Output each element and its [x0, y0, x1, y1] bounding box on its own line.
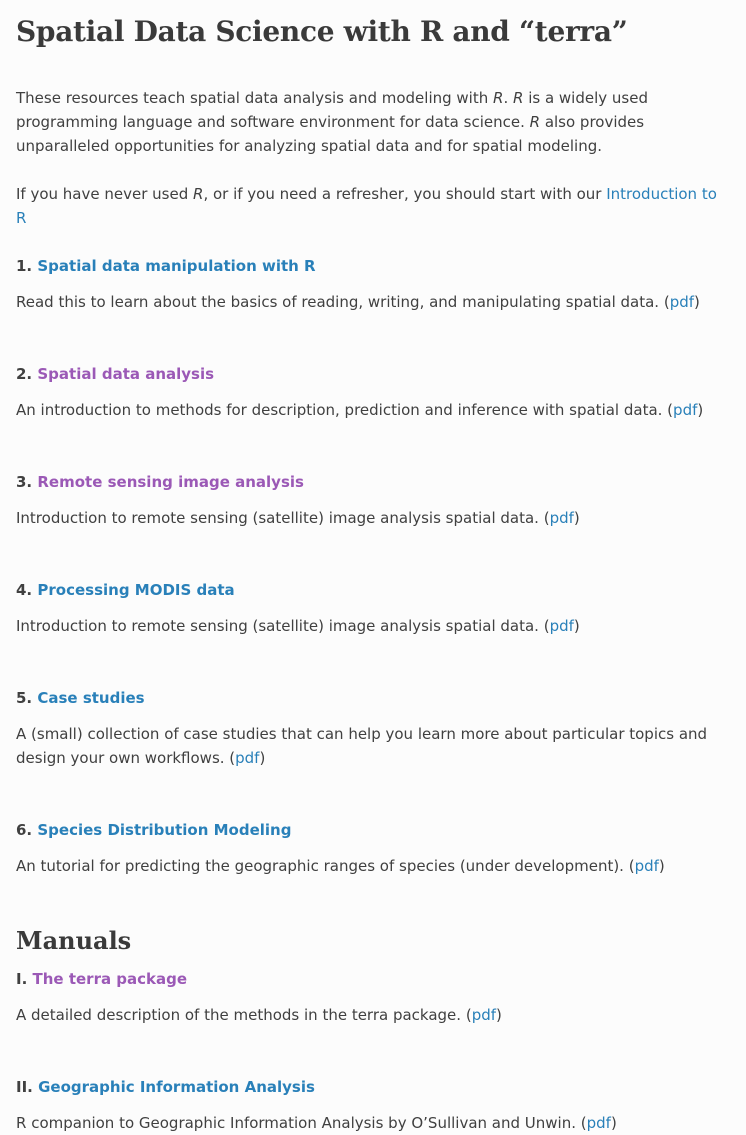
tutorial-title-link[interactable]: Spatial data manipulation with R [37, 257, 316, 275]
manual-section [16, 967, 730, 1027]
manuals-heading: Manuals [16, 926, 132, 955]
tutorial-heading [16, 254, 730, 278]
intro-r-italic: R [513, 89, 524, 107]
tutorial-desc-text: An tutorial for predicting the geographic ranges of species (under development). ( [16, 857, 635, 875]
pdf-link[interactable]: pdf [471, 1006, 497, 1024]
tutorial-number: 4. [16, 581, 33, 599]
tutorial-description [16, 290, 730, 314]
tutorial-desc-text: A (small) collection of case studies that can help you learn more about particular topics and design your own workflows. ( [16, 725, 708, 767]
tutorial-desc-text: An introduction to methods for description, prediction and inference with spatial data. ( [16, 401, 674, 419]
tutorial-number: 3. [16, 473, 33, 491]
intro-paragraph [16, 86, 730, 158]
tutorial-section [16, 818, 730, 878]
introduction-to-r-link[interactable]: Introduction to R [16, 185, 717, 227]
paren: ) [259, 749, 266, 767]
manual-desc-text: A detailed description of the methods in the terra package. ( [16, 1006, 472, 1024]
tutorial-number: 6. [16, 821, 33, 839]
tutorial-desc-text: Read this to learn about the basics of reading, writing, and manipulating spatial data. ( [16, 293, 670, 311]
tutorial-section [16, 470, 730, 530]
intro-r-italic: R [493, 89, 504, 107]
manual-desc-text: R companion to Geographic Information Analysis by O’Sullivan and Unwin. ( [16, 1114, 587, 1132]
pdf-link[interactable]: pdf [549, 509, 574, 527]
intro-text: These resources teach spatial data analysis and modeling with [16, 89, 494, 107]
manual-heading [16, 1075, 730, 1099]
manual-title-link[interactable]: The terra package [32, 970, 188, 988]
tutorial-title-link[interactable]: Case studies [37, 689, 145, 707]
tutorial-section [16, 686, 730, 770]
pdf-link[interactable]: pdf [586, 1114, 611, 1132]
tutorial-description [16, 722, 730, 770]
paren: ) [694, 293, 700, 311]
refresher-text: , or if you need a refresher, you should start with our [203, 185, 607, 203]
manual-number: II. [16, 1078, 33, 1096]
paren: ) [573, 617, 580, 635]
tutorial-description [16, 398, 730, 422]
tutorial-title-link[interactable]: Spatial data analysis [37, 365, 215, 383]
tutorial-section [16, 254, 730, 314]
refresher-text: If you have never used [16, 185, 193, 203]
tutorial-section [16, 578, 730, 638]
paren: ) [496, 1006, 502, 1024]
manual-number: I. [16, 970, 28, 988]
tutorial-title-link[interactable]: Remote sensing image analysis [37, 473, 304, 491]
pdf-link[interactable]: pdf [235, 749, 260, 767]
tutorial-description [16, 506, 730, 530]
tutorial-heading [16, 362, 730, 386]
intro-text: also provides unparalleled opportunities for analyzing spatial data and for spatial modeling. [16, 113, 645, 155]
tutorial-desc-text: Introduction to remote sensing (satellite) image analysis spatial data. ( [16, 617, 550, 635]
refresher-paragraph [16, 182, 730, 230]
intro-text: . [503, 89, 513, 107]
pdf-link[interactable]: pdf [549, 617, 574, 635]
tutorial-heading [16, 818, 730, 842]
manual-section [16, 1075, 730, 1135]
manual-description [16, 1003, 730, 1027]
intro-r-italic: R [529, 113, 541, 131]
tutorial-desc-text: Introduction to remote sensing (satellite) image analysis spatial data. ( [16, 509, 550, 527]
manual-title-link[interactable]: Geographic Information Analysis [38, 1078, 315, 1096]
tutorial-description [16, 614, 730, 638]
paren: ) [610, 1114, 617, 1132]
tutorial-title-link[interactable]: Processing MODIS data [37, 581, 235, 599]
tutorial-description [16, 854, 730, 878]
intro-text: is a widely used programming language and software environment for data science. [16, 89, 648, 131]
paren: ) [658, 857, 665, 875]
tutorial-title-link[interactable]: Species Distribution Modeling [37, 821, 292, 839]
pdf-link[interactable]: pdf [634, 857, 659, 875]
tutorial-number: 1. [16, 257, 33, 275]
page-title: Spatial Data Science with R and “terra” [16, 15, 628, 48]
paren: ) [573, 509, 580, 527]
manual-heading [16, 967, 730, 991]
tutorial-heading [16, 470, 730, 494]
pdf-link[interactable]: pdf [669, 293, 695, 311]
paren: ) [697, 401, 704, 419]
tutorial-heading [16, 578, 730, 602]
tutorial-section [16, 362, 730, 422]
pdf-link[interactable]: pdf [673, 401, 698, 419]
tutorial-heading [16, 686, 730, 710]
refresher-r-italic: R [193, 185, 204, 203]
tutorial-number: 2. [16, 365, 33, 383]
tutorial-number: 5. [16, 689, 33, 707]
